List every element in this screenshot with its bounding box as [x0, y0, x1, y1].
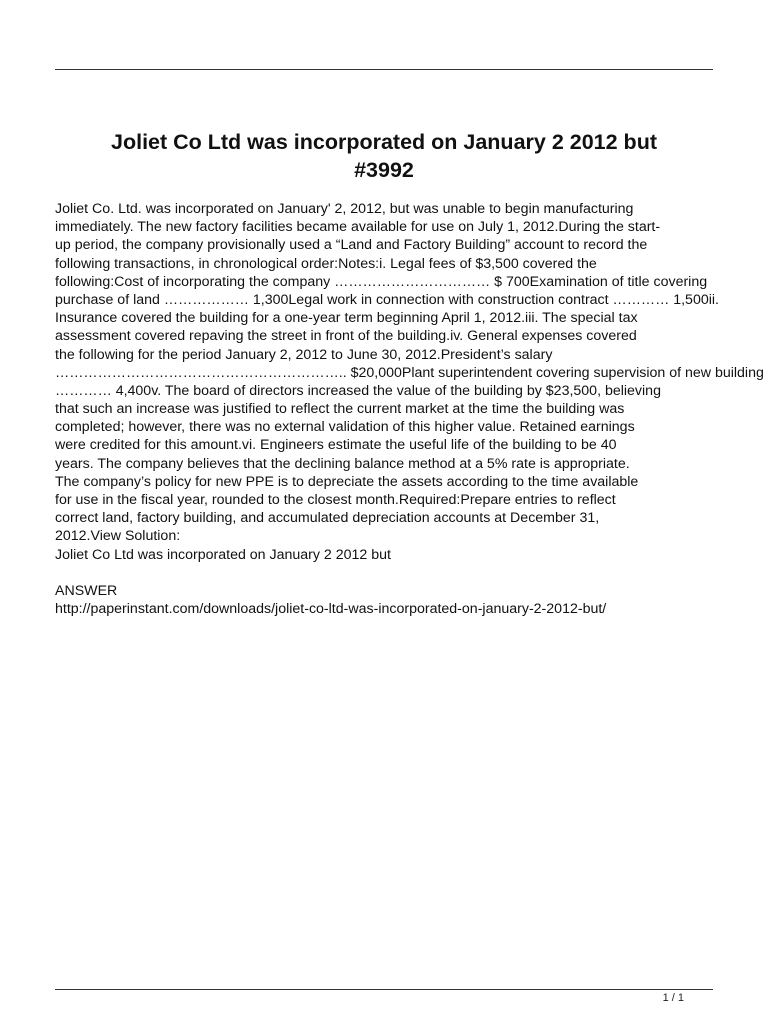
- body-line: The company’s policy for new PPE is to depreciate the assets according to the time available: [55, 473, 639, 490]
- footer-rule: [55, 989, 713, 990]
- body-line: ………… 4,400v. The board of directors increased the value of the building by $23,500, believing: [55, 382, 661, 399]
- body-line: 2012.View Solution:: [55, 528, 181, 545]
- answer-link[interactable]: http://paperinstant.com/downloads/joliet-co-ltd-was-incorporated-on-january-2-2012-but/: [55, 601, 607, 618]
- body-line: following:Cost of incorporating the company …………………………… $ 700Examination of title covering: [55, 273, 708, 290]
- body-line: were credited for this amount.vi. Engineers estimate the useful life of the building to be 40: [55, 437, 617, 454]
- body-line: correct land, factory building, and accumulated depreciation accounts at December 31,: [55, 510, 600, 527]
- body-line: purchase of land ……………… 1,300Legal work in connection with construction contract ………… 1,500ii.: [55, 291, 719, 308]
- body-line: for use in the fiscal year, rounded to the closest month.Required:Prepare entries to reflect: [55, 492, 616, 508]
- body-line: Joliet Co. Ltd. was incorporated on January' 2, 2012, but was unable to begin manufacturing: [55, 201, 634, 217]
- body-line: that such an increase was justified to reflect the current market at the time the building was: [55, 401, 625, 418]
- body-line: years. The company believes that the declining balance method at a 5% rate is appropriate.: [55, 455, 630, 472]
- title-line-1: Joliet Co Ltd was incorporated on January 2 2012 but: [111, 130, 657, 154]
- answer-label: ANSWER: [55, 582, 118, 599]
- body-line: up period, the company provisionally used a “Land and Factory Building” account to record the: [55, 237, 648, 254]
- document-body: [55, 200, 768, 618]
- body-line: completed; however, there was no external validation of this higher value. Retained earnings: [55, 419, 635, 436]
- body-line: assessment covered repaving the street in front of the building.iv. General expenses covered: [55, 328, 637, 345]
- body-line: following transactions, in chronological order:Notes:i. Legal fees of $3,500 covered the: [55, 255, 597, 272]
- paragraph-gap: [55, 564, 768, 582]
- document-title: [55, 128, 713, 184]
- title-line-2: #3992: [354, 158, 414, 182]
- page-number: 1 / 1: [662, 992, 684, 1004]
- body-line: the following for the period January 2, 2012 to June 30, 2012.President’s salary: [55, 346, 553, 363]
- body-line: Insurance covered the building for a one-year term beginning April 1, 2012.iii. The special tax: [55, 310, 638, 327]
- body-line: …………………………………………………….. $20,000Plant superintendent covering supervision of new building: [55, 364, 764, 381]
- body-line: immediately. The new factory facilities became available for use on July 1, 2012.During the start-: [55, 219, 661, 236]
- body-line: Joliet Co Ltd was incorporated on January 2 2012 but: [55, 546, 391, 563]
- header-rule: [55, 69, 713, 70]
